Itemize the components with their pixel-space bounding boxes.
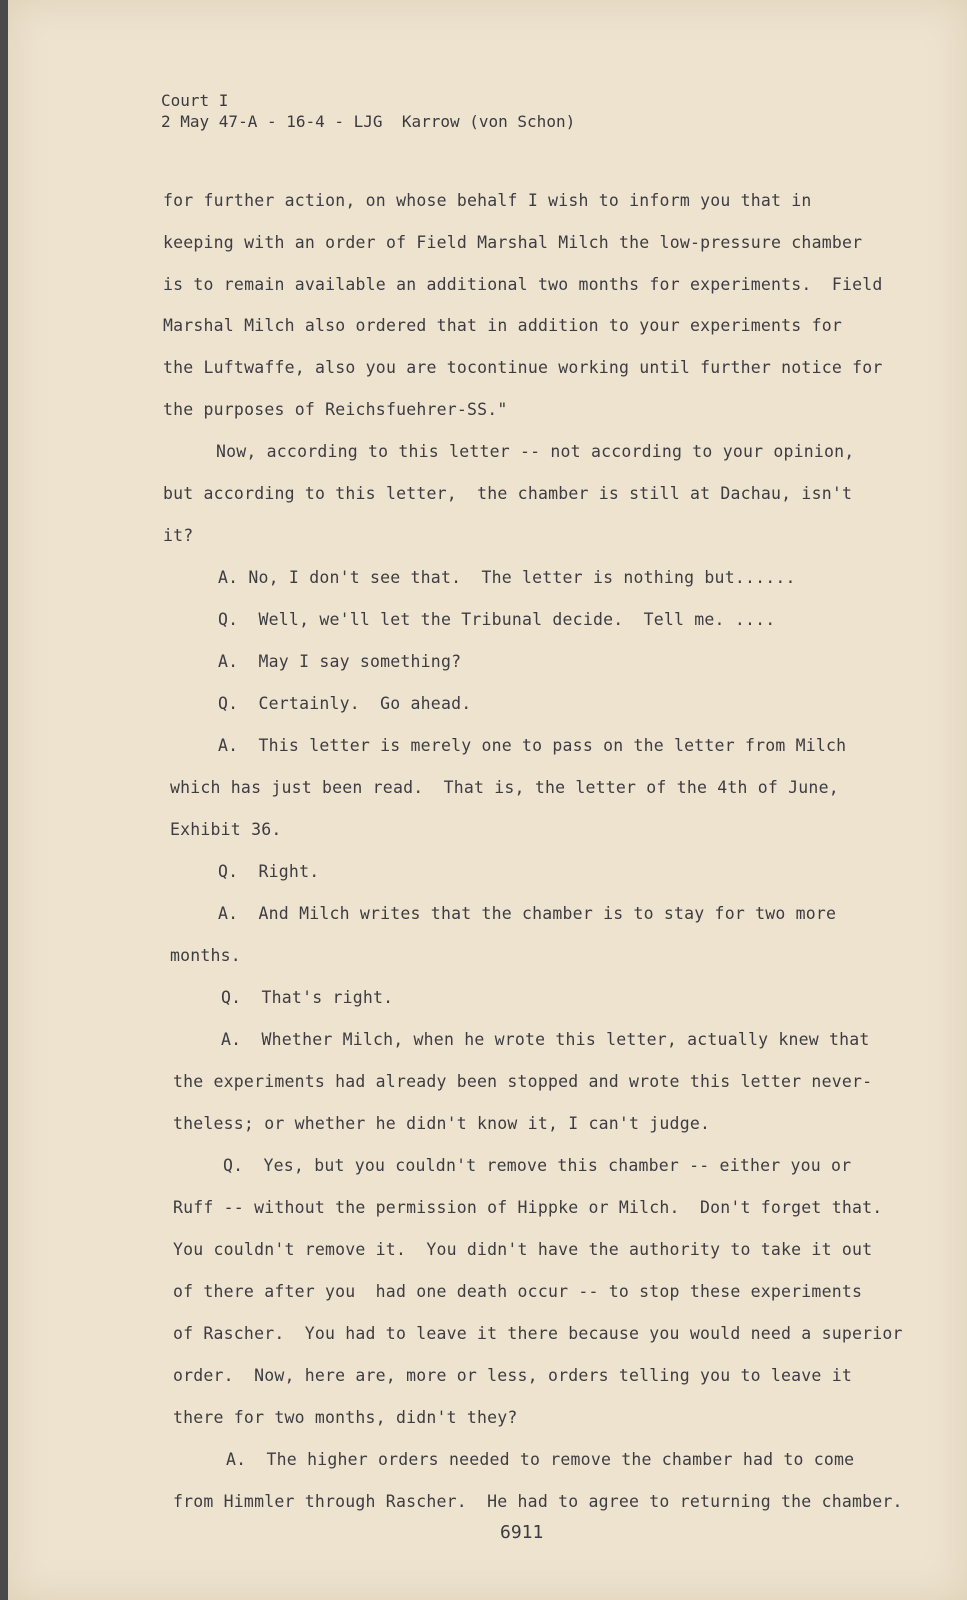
text-line: Marshal Milch also ordered that in addition to your experiments for xyxy=(163,316,842,335)
text-line: of Rascher. You had to leave it there because you would need a superior xyxy=(173,1324,903,1343)
text-line: A. The higher orders needed to remove the chamber had to come xyxy=(226,1450,855,1469)
text-line: but according to this letter, the chamber is still at Dachau, isn't xyxy=(163,484,853,503)
document-page xyxy=(8,0,967,1600)
text-line: order. Now, here are, more or less, orders telling you to leave it xyxy=(173,1366,852,1385)
text-line: the Luftwaffe, also you are tocontinue working until further notice for xyxy=(163,358,883,377)
page-header xyxy=(161,90,575,132)
header-court: Court I xyxy=(161,91,229,110)
text-line: which has just been read. That is, the letter of the 4th of June, xyxy=(170,778,839,797)
text-line: from Himmler through Rascher. He had to agree to returning the chamber. xyxy=(173,1492,903,1511)
page-number: 6911 xyxy=(500,1522,544,1543)
text-line: Q. Right. xyxy=(218,862,320,881)
text-line: there for two months, didn't they? xyxy=(173,1408,518,1427)
text-line: A. This letter is merely one to pass on the letter from Milch xyxy=(218,736,847,755)
text-line: Q. Yes, but you couldn't remove this chamber -- either you or xyxy=(223,1156,852,1175)
text-line: A. May I say something? xyxy=(218,652,462,671)
text-line: A. No, I don't see that. The letter is nothing but...... xyxy=(218,568,796,587)
text-line: Q. Certainly. Go ahead. xyxy=(218,694,472,713)
text-line: You couldn't remove it. You didn't have the authority to take it out xyxy=(173,1240,873,1259)
text-line: it? xyxy=(163,526,194,545)
text-line: for further action, on whose behalf I wish to inform you that in xyxy=(163,191,812,210)
text-line: the purposes of Reichsfuehrer-SS." xyxy=(163,400,508,419)
text-line: Q. Well, we'll let the Tribunal decide. Tell me. .... xyxy=(218,610,776,629)
header-reference: 2 May 47-A - 16-4 - LJG Karrow (von Schon) xyxy=(161,112,576,131)
text-line: theless; or whether he didn't know it, I can't judge. xyxy=(173,1114,711,1133)
text-line: is to remain available an additional two months for experiments. Field xyxy=(163,275,883,294)
text-line: Ruff -- without the permission of Hippke or Milch. Don't forget that. xyxy=(173,1198,883,1217)
text-line: the experiments had already been stopped and wrote this letter never- xyxy=(173,1072,873,1091)
text-line: Exhibit 36. xyxy=(170,820,282,839)
text-line: A. And Milch writes that the chamber is to stay for two more xyxy=(218,904,837,923)
text-line: keeping with an order of Field Marshal Milch the low-pressure chamber xyxy=(163,233,863,252)
text-line: Q. That's right. xyxy=(221,988,394,1007)
text-line: of there after you had one death occur -- to stop these experiments xyxy=(173,1282,863,1301)
text-line: Now, according to this letter -- not according to your opinion, xyxy=(216,442,855,461)
text-line: months. xyxy=(170,946,241,965)
text-line: A. Whether Milch, when he wrote this letter, actually knew that xyxy=(221,1030,870,1049)
